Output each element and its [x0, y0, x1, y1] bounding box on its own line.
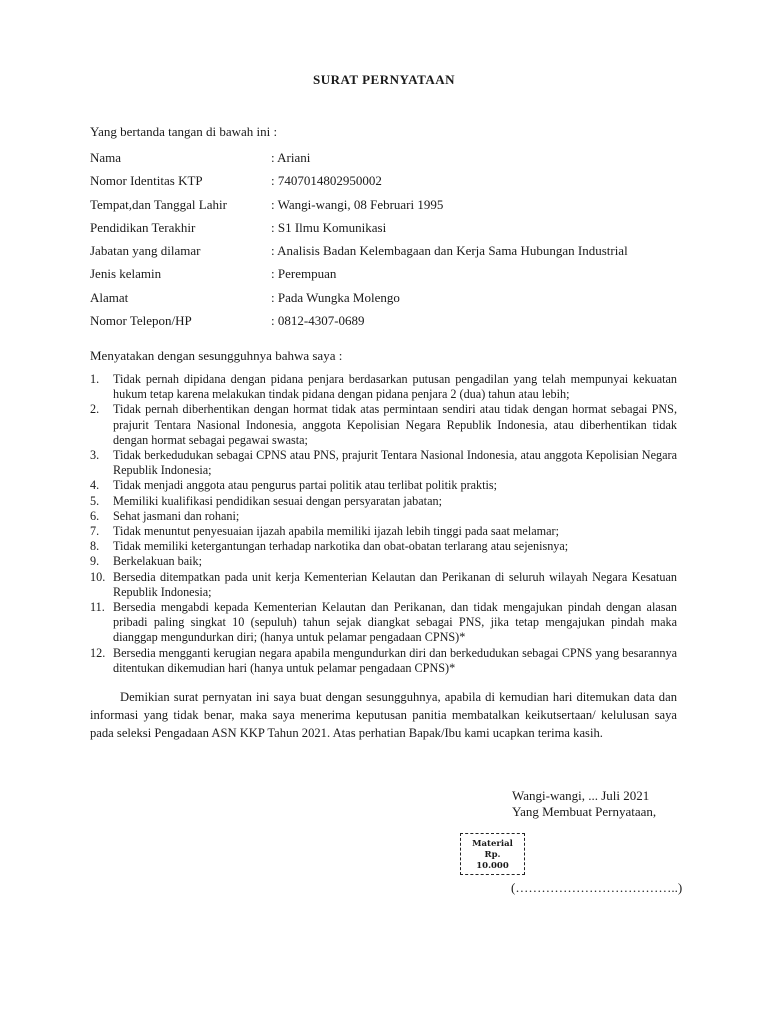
- field-label: Alamat: [90, 289, 129, 305]
- list-item: [90, 600, 677, 646]
- item-number: 1.: [90, 372, 100, 386]
- field-value: : Ariani: [271, 150, 311, 165]
- field-label: Tempat,dan Tanggal Lahir: [90, 196, 227, 212]
- stamp-line: Material: [472, 839, 513, 849]
- list-item: [90, 646, 677, 676]
- field-row-phone: [90, 313, 690, 336]
- list-item: [90, 372, 677, 402]
- list-item: [90, 570, 677, 600]
- item-text: Tidak menjadi anggota atau pengurus partai politik atau terlibat politik praktis;: [113, 478, 498, 493]
- item-number: 5.: [90, 493, 100, 508]
- item-text: Bersedia mengganti kerugian negara apabila mengundurkan diri dan berkedudukan sebagai CPNS yang besarannya ditentukan dikemudian hari (hanya untuk pelamar pengadaan CPNS)*: [113, 645, 677, 675]
- field-value: : S1 Ilmu Komunikasi: [271, 219, 387, 235]
- field-value: : Pada Wungka Molengo: [271, 289, 400, 305]
- closing-paragraph: Demikian surat pernyatan ini saya buat dengan sesungguhnya, apabila di kemudian hari ditemukan data dan informasi yang tidak benar, maka saya menerima keputusan panitia membatalkan keikutsertaan/ kelulusan saya pada seleksi Pengadaan ASN KKP Tahun 2021. Atas perhatian Bapak/Ibu kami ucapkan terima kasih.: [90, 690, 677, 740]
- field-label: Jenis kelamin: [90, 266, 162, 282]
- field-label: Pendidikan Terakhir: [90, 219, 196, 235]
- item-text: Tidak pernah diberhentikan dengan hormat tidak atas permintaan sendiri atau tidak dengan hormat sebagai PNS, prajurit Tentara Nasional Indonesia, anggota Kepolisian Negara Republik Indonesia, atau diberhentikan tidak dengan hormat sebagai pegawai swasta;: [113, 402, 677, 447]
- item-number: 12.: [90, 645, 106, 660]
- list-item: [90, 448, 677, 478]
- item-number: 11.: [90, 600, 105, 615]
- field-label: Nama: [90, 150, 122, 165]
- list-item: [90, 402, 677, 448]
- stamp-line: Rp.: [484, 850, 501, 860]
- item-number: 2.: [90, 402, 100, 417]
- field-row-gender: [90, 266, 690, 289]
- identity-fields: [90, 150, 690, 336]
- field-label: Nomor Identitas KTP: [90, 173, 203, 189]
- field-row-ktp: [90, 173, 690, 196]
- item-number: 6.: [90, 508, 100, 523]
- list-item: [90, 494, 677, 509]
- field-label: Nomor Telepon/HP: [90, 313, 192, 329]
- item-number: 8.: [90, 539, 100, 554]
- field-row-birth: [90, 197, 690, 220]
- item-text: Bersedia ditempatkan pada unit kerja Kementerian Kelautan dan Perikanan di seluruh wilayah Negara Kesatuan Republik Indonesia;: [113, 569, 677, 599]
- field-value: : 0812-4307-0689: [271, 313, 365, 329]
- document-title: SURAT PERNYATAAN: [313, 72, 455, 87]
- item-text: Memiliki kualifikasi pendidikan sesuai dengan persyaratan jabatan;: [113, 493, 442, 508]
- statement-list: [90, 372, 677, 676]
- field-row-address: [90, 290, 690, 313]
- stamp-line: 10.000: [476, 861, 509, 871]
- signature-name-line: (………………………………..): [511, 880, 683, 895]
- statement-intro: Menyatakan dengan sesungguhnya bahwa saya :: [90, 348, 343, 363]
- item-text: Bersedia mengabdi kepada Kementerian Kelautan dan Perikanan, dan tidak mengajukan pindah dengan alasan pribadi paling singkat 10 (sepuluh) tahun sejak diangkat sebagai PNS, jika tetap mengajukan pindah maka dianggap mengundurkan diri; (hanya untuk pelamar pengadaan CPNS)*: [113, 600, 677, 645]
- field-value: : Perempuan: [271, 266, 337, 282]
- item-number: 7.: [90, 524, 100, 539]
- item-text: Tidak berkedudukan sebagai CPNS atau PNS, prajurit Tentara Nasional Indonesia, atau anggota Kepolisian Negara Republik Indonesia;: [113, 448, 677, 478]
- list-item: [90, 478, 677, 493]
- field-row-position: [90, 243, 690, 266]
- list-item: [90, 524, 677, 539]
- intro-text: Yang bertanda tangan di bawah ini :: [90, 124, 278, 139]
- list-item: [90, 554, 677, 569]
- signer-label: Yang Membuat Pernyataan,: [512, 804, 657, 819]
- list-item: [90, 539, 677, 554]
- field-value: : Analisis Badan Kelembagaan dan Kerja Sama Hubungan Industrial: [271, 243, 628, 259]
- field-value: : 7407014802950002: [271, 173, 382, 189]
- item-text: Sehat jasmani dan rohani;: [113, 508, 240, 523]
- item-number: 10.: [90, 569, 106, 584]
- place-date: Wangi-wangi, ... Juli 2021: [512, 788, 650, 803]
- item-text: Berkelakuan baik;: [113, 554, 203, 569]
- item-number: 9.: [90, 554, 100, 569]
- field-row-education: [90, 220, 690, 243]
- item-text: Tidak menuntut penyesuaian ijazah apabila memiliki ijazah lebih tinggi pada saat melamar;: [113, 524, 559, 539]
- item-text: Tidak memiliki ketergantungan terhadap narkotika dan obat-obatan terlarang atau sejenisnya;: [113, 539, 569, 554]
- field-label: Jabatan yang dilamar: [90, 243, 201, 259]
- list-item: [90, 509, 677, 524]
- item-number: 4.: [90, 478, 100, 493]
- stamp-box: [460, 833, 525, 875]
- field-value: : Wangi-wangi, 08 Februari 1995: [271, 196, 444, 212]
- field-row-name: [90, 150, 690, 173]
- item-number: 3.: [90, 448, 100, 463]
- item-text: Tidak pernah dipidana dengan pidana penjara berdasarkan putusan pengadilan yang telah mempunyai kekuatan hukum tetap karena melakukan tindak pidana dengan pidana penjara 2 (dua) tahun atau lebih;: [113, 372, 677, 402]
